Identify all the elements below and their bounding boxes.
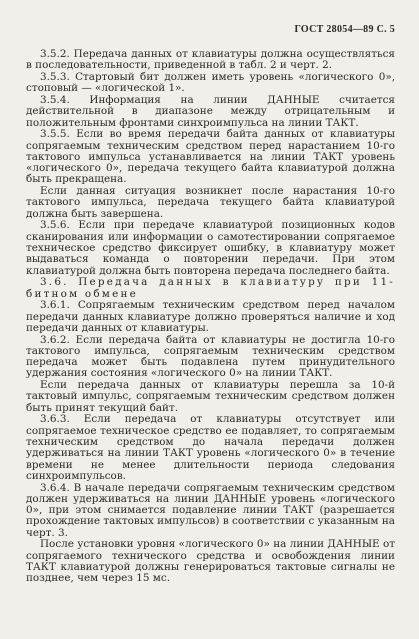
paragraph-3-5-2: 3.5.2. Передача данных от клавиатуры должна осуществляться в последовательности, приведенной в табл. 2 и черт. 2. [26, 48, 395, 72]
paragraph-3-6-3: 3.6.3. Если передача от клавиатуры отсутствует или сопрягаемое техническое средство ее подавляет, то сопрягаемым техническим средством до начала передачи должен удерживаться на линии ТАКТ уровень «логического 0» в течение времени не менее длительности периода следования синхроимпульсов. [26, 413, 395, 482]
page-header: ГОСТ 28054—89 С. 5 [294, 24, 395, 35]
paragraph-3-5-3: 3.5.3. Стартовый бит должен иметь уровень «логического 0», стоповый — «логической 1». [26, 70, 395, 95]
document-body [26, 49, 395, 585]
paragraph-3-5-5: 3.5.5. Если во время передачи байта данных от клавиатуры сопрягаемым техническим средством перед нарастанием 10-го тактового импульса устанавливается на линии ТАКТ уровень «логического 0», передача текущего байта клавиатурой должна быть прекращена. [26, 128, 395, 186]
paragraph-3-6-4-cont: После установки уровня «логического 0» на линии ДАННЫЕ от сопрягаемого технического средства и освобождения линии ТАКТ клавиатурой должны генерироваться тактовые сигналы не позднее, чем через 15 мс. [26, 538, 395, 585]
section-heading-3-6: 3.6. Передача данных в клавиатуру при 11-битном обмене [26, 276, 395, 300]
paragraph-3-6-1: 3.6.1. Сопрягаемым техническим средством перед началом передачи данных клавиатуре должно проверяться наличие и ход передачи данных от клавиатуры. [26, 299, 395, 334]
paragraph-3-6-2-cont: Если передача данных от клавиатуры перешла за 10-й тактовый импульс, сопрягаемым техническим средством должен быть принят текущий байт. [26, 379, 395, 414]
paragraph-3-5-4: 3.5.4. Информация на линии ДАННЫЕ считается действительной в диапазоне между отрицательным и положительным фронтами синхроимпульса на линии ТАКТ. [26, 93, 395, 129]
paragraph-3-6-2: 3.6.2. Если передача байта от клавиатуры не достигла 10-го тактового импульса, сопрягаемым техническим средством передача может быть подавлена путем принудительного удержания состояния «логического 0» на линии ТАКТ. [26, 333, 395, 380]
paragraph-3-6-4: 3.6.4. В начале передачи сопрягаемым техническим средством должен удерживаться на линии ДАННЫЕ уровень «логического 0», при этом снимается подавление линии ТАКТ (разрешается прохождение тактовых импульсов) в соответствии с указанным на черт. 3. [26, 481, 395, 539]
paragraph-3-5-6: 3.5.6. Если при передаче клавиатурой позиционных кодов сканирования или информации о самотестировании сопрягаемое техническое средство фиксирует ошибку, в клавиатуру может выдаваться команда о повторении передачи. При этом клавиатурой должна быть повторена передача последнего байта. [26, 219, 395, 277]
paragraph-3-5-5-cont: Если данная ситуация возникнет после нарастания 10-го тактового импульса, передача текущего байта клавиатурой должна быть завершена. [26, 185, 395, 220]
